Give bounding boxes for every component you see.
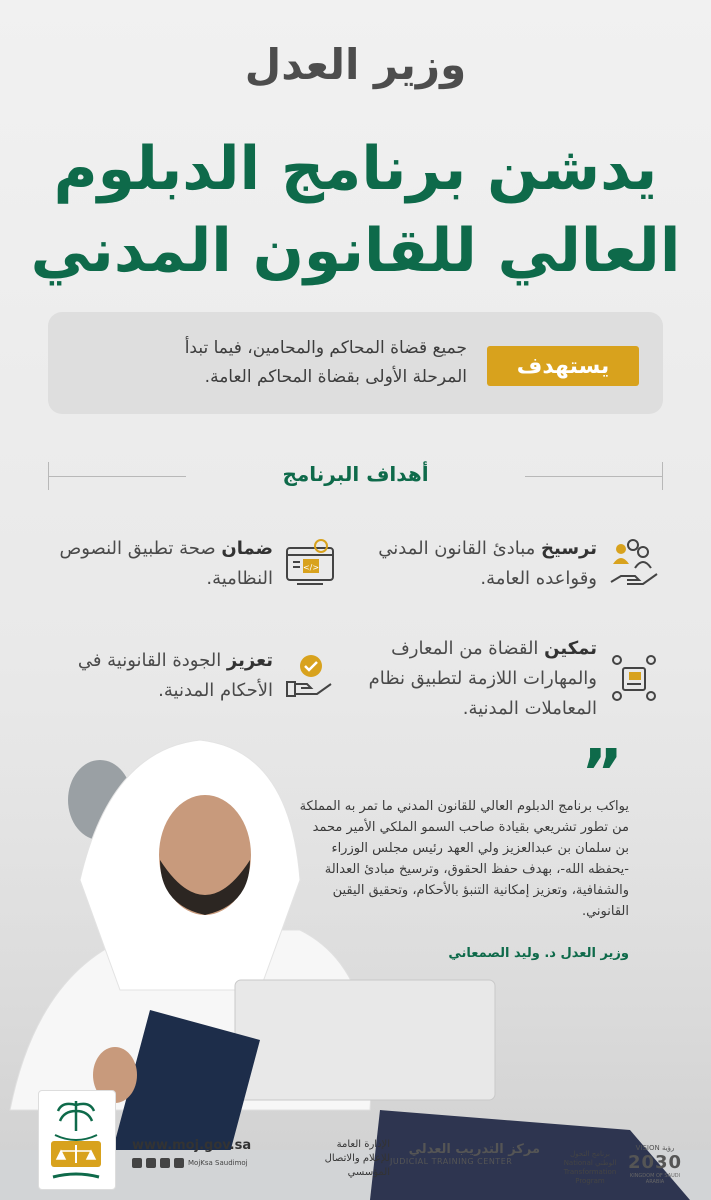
handles-text: MojKsa Saudimoj bbox=[188, 1159, 248, 1167]
linkedin-icon[interactable] bbox=[174, 1158, 184, 1168]
goal-item bbox=[47, 646, 337, 736]
training-center bbox=[390, 1142, 540, 1166]
instagram-icon[interactable] bbox=[146, 1158, 156, 1168]
media-department: الإدارة العامة للإعلام والاتصال المؤسسي bbox=[324, 1139, 390, 1178]
goals-title: أهداف البرنامج bbox=[282, 462, 429, 486]
target-line-1: جميع قضاة المحاكم والمحامين، فيما تبدأ bbox=[184, 338, 467, 358]
headline-line-1: يدشن برنامج الدبلوم bbox=[53, 134, 658, 204]
goal-rest: صحة تطبيق النصوص النظامية. bbox=[59, 538, 273, 589]
goal-text bbox=[359, 634, 597, 724]
vision-label: VISION رؤية bbox=[635, 1144, 675, 1152]
goal-text bbox=[369, 534, 597, 594]
target-text bbox=[67, 334, 467, 392]
headline-line-2: العالي للقانون المدني bbox=[30, 216, 681, 286]
social-handles bbox=[132, 1158, 248, 1168]
goal-strong: تمكين bbox=[544, 638, 597, 659]
goal-text bbox=[45, 646, 273, 706]
training-center-en: JUDICIAL TRAINING CENTER bbox=[390, 1157, 513, 1166]
website-link[interactable]: www.moj.gov.sa bbox=[132, 1138, 252, 1153]
goals-title-row bbox=[48, 462, 663, 490]
quality-hand-icon bbox=[283, 650, 337, 704]
goal-strong: ترسيخ bbox=[541, 538, 597, 559]
vision-2030-logo bbox=[620, 1144, 690, 1185]
goal-rest: الجودة القانونية في الأحكام المدنية. bbox=[77, 650, 273, 701]
palm-swords-scale-icon bbox=[37, 1091, 115, 1191]
quote-mark: ” bbox=[580, 737, 623, 811]
goal-item bbox=[371, 534, 661, 624]
goal-text bbox=[45, 534, 273, 594]
snapchat-icon[interactable] bbox=[160, 1158, 170, 1168]
svg-text:</>: </> bbox=[302, 563, 320, 572]
goal-rest: القضاة من المعارف والمهارات اللازمة لتطبيق نظام المعاملات المدنية. bbox=[368, 638, 597, 719]
quote-text: يواكب برنامج الدبلوم العالي للقانون المدني ما تمر به المملكة من تطور تشريعي بقيادة صاحب السمو الملكي الأمير محمد بن سلمان بن عبدالعزيز ولي العهد رئيس مجلس الوزراء -يحفظه الله-، بهدف حفظ الحقوق، وترسيخ مبادئ العدالة والشفافية، وتعزيز إمكانية التنبؤ بالأحكام، وتحقيق اليقين القانوني. bbox=[299, 799, 629, 919]
target-box bbox=[48, 312, 663, 414]
x-icon[interactable] bbox=[132, 1158, 142, 1168]
goal-strong: ضمان bbox=[221, 538, 273, 559]
training-center-ar: مركز التدريب العدلي bbox=[408, 1142, 540, 1157]
goal-item bbox=[47, 534, 337, 624]
kicker-title: وزير العدل bbox=[244, 40, 467, 89]
quote-signature: وزير العدل د. وليد الصمعاني bbox=[448, 946, 629, 961]
footer bbox=[0, 1090, 711, 1200]
ntp-logo: برنامج التحول الوطني National Transformation Program bbox=[563, 1150, 617, 1185]
moj-logo bbox=[38, 1090, 116, 1190]
vision-subtitle: KINGDOM OF SAUDI ARABIA bbox=[629, 1173, 681, 1185]
code-screen-icon bbox=[283, 538, 337, 592]
target-line-2: المرحلة الأولى بقضاة المحاكم العامة. bbox=[204, 367, 467, 387]
headline bbox=[0, 128, 711, 292]
vision-year: 2030 bbox=[627, 1152, 683, 1173]
goal-rest: مبادئ القانون المدني وقواعده العامة. bbox=[378, 538, 597, 589]
people-hand-icon bbox=[607, 538, 661, 592]
target-badge: يستهدف bbox=[487, 346, 639, 386]
goal-strong: تعزيز bbox=[226, 650, 273, 671]
goal-item bbox=[368, 634, 661, 724]
meeting-icon bbox=[607, 652, 661, 706]
